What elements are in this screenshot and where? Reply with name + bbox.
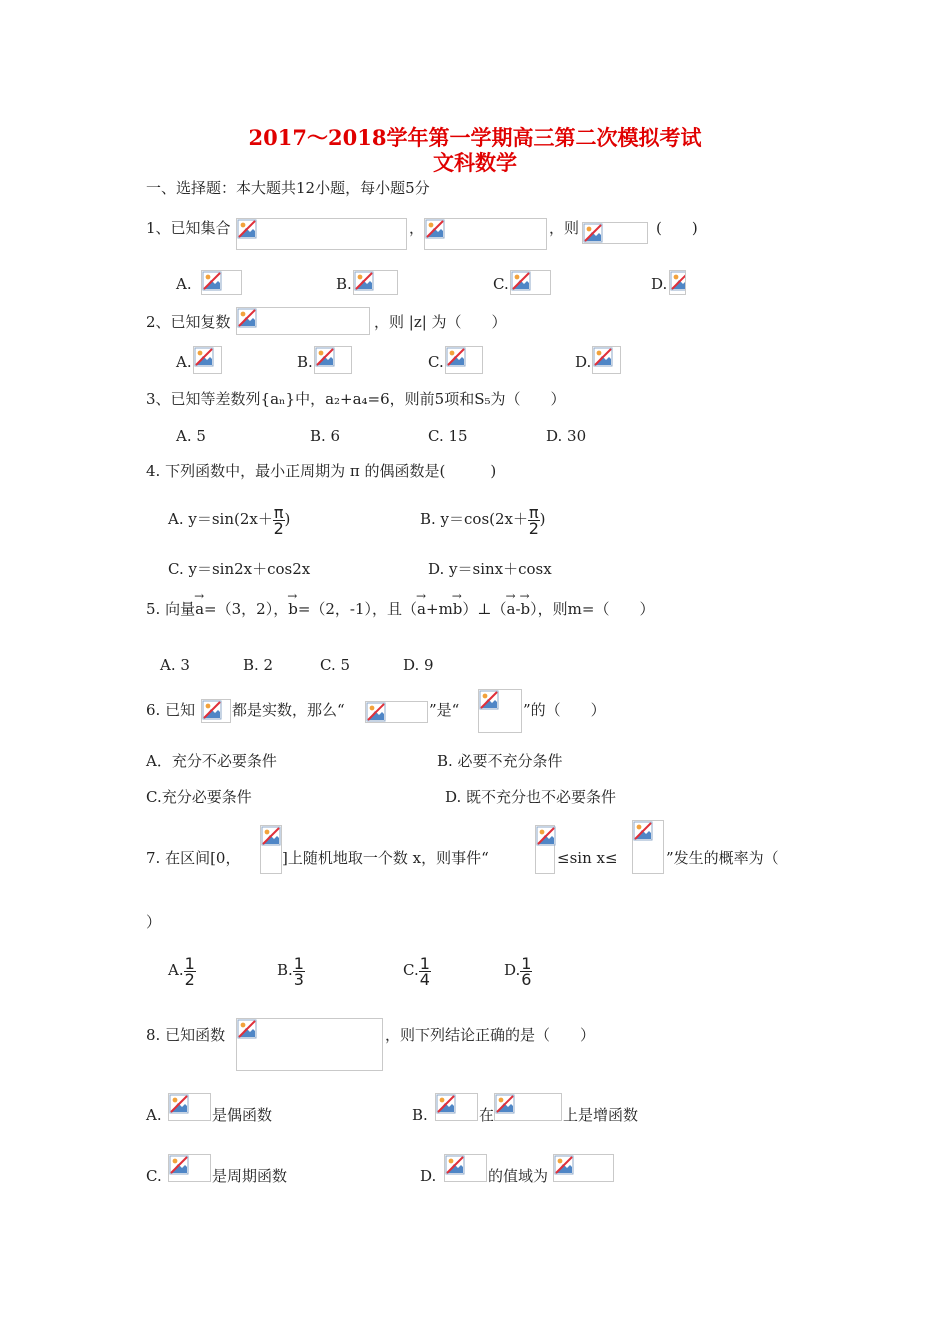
q4-option-d: D. y＝sinx＋cosx <box>428 560 552 578</box>
q1-option-d-label: D. <box>651 275 668 293</box>
q6-option-a: A．充分不必要条件 <box>146 752 277 770</box>
q4-option-a-text: A. y＝sin(2x＋ <box>168 510 273 528</box>
q7-option-d: D. $\frac{1}{6}$ <box>504 953 532 989</box>
q7-text-2: ]上随机地取一个数 x，则事件“ <box>282 849 489 867</box>
q8-option-d-text: 的值域为 <box>488 1167 549 1185</box>
q6-text-2: 都是实数，那么“ <box>232 701 345 719</box>
q8-option-d-image <box>444 1154 487 1182</box>
q7-upper-bound-image <box>632 820 664 874</box>
q1-option-b-label: B. <box>336 275 352 293</box>
q2-option-c-image <box>445 346 483 374</box>
broken-image-icon <box>237 308 257 328</box>
q8-option-c-text: 是周期函数 <box>212 1167 288 1185</box>
q8-option-b-interval-image <box>494 1093 562 1121</box>
q2-option-a-image <box>193 346 222 374</box>
q6-condition-2-image <box>478 689 522 733</box>
q1-option-b-image <box>353 270 398 295</box>
vector-b: → b <box>453 599 463 619</box>
q1-comma: ， <box>409 219 425 237</box>
broken-image-icon <box>237 219 257 239</box>
broken-image-icon <box>237 1019 257 1039</box>
broken-image-icon <box>593 347 613 367</box>
broken-image-icon <box>445 1155 465 1175</box>
q8-suffix: ，则下列结论正确的是（ ） <box>385 1026 596 1044</box>
q1-expression-image <box>582 222 648 244</box>
q7-option-a-fraction: $\frac{1}{2}$ <box>184 953 195 989</box>
q2-complex-image <box>236 307 370 335</box>
q7-option-d-fraction: $\frac{1}{6}$ <box>521 953 532 989</box>
q6-prefix: 6. 已知 <box>146 701 196 719</box>
q5-option-b: B. 2 <box>243 656 274 674</box>
broken-image-icon <box>554 1155 574 1175</box>
q8-option-b-text: 上是增函数 <box>563 1106 639 1124</box>
broken-image-icon <box>495 1094 515 1114</box>
broken-image-icon <box>261 826 281 846</box>
q6-option-d: D. 既不充分也不必要条件 <box>445 788 617 806</box>
q6-variables-image <box>201 699 231 723</box>
q7-option-c-fraction: $\frac{1}{4}$ <box>419 953 430 989</box>
broken-image-icon <box>633 821 653 841</box>
q1-option-d-image <box>669 270 686 295</box>
q1-prefix: 1、已知集合 <box>146 219 231 237</box>
page-subtitle: 文科数学 <box>433 150 517 175</box>
broken-image-icon <box>366 702 386 722</box>
q2-option-d-image <box>592 346 621 374</box>
q1-option-c-label: C. <box>493 275 509 293</box>
q3-option-a: A. 5 <box>176 427 206 445</box>
q4-option-b-fraction: $\frac{\pi}{2}$ <box>528 502 539 538</box>
q2-option-b-image <box>314 346 352 374</box>
broken-image-icon <box>169 1094 189 1114</box>
q7-option-a: A. $\frac{1}{2}$ <box>168 953 195 989</box>
broken-image-icon <box>583 223 603 243</box>
q4-stem: 4. 下列函数中，最小正周期为 π 的偶函数是( ) <box>146 462 497 480</box>
q5-option-c: C. 5 <box>320 656 351 674</box>
broken-image-icon <box>202 700 222 720</box>
q6-option-b: B. 必要不充分条件 <box>437 752 563 770</box>
q1-answer-blank: ( ) <box>656 219 698 237</box>
q5-option-a: A. 3 <box>160 656 190 674</box>
q7-prefix: 7. 在区间[0， <box>146 849 241 867</box>
q4-option-a: A. y＝sin(2x＋ $\frac{\pi}{2}$ ) <box>168 502 291 538</box>
broken-image-icon <box>436 1094 456 1114</box>
q5-stem: 5. 向量→ a=（3，2），→ b=（2，-1），且（→ a+m→ b）⊥（→ a-→ b），则m=（ ） <box>146 599 654 619</box>
q7-option-b: B. $\frac{1}{3}$ <box>277 953 304 989</box>
q8-option-c-label: C. <box>146 1167 162 1185</box>
q7-text-3: ≤sin x≤ <box>557 849 618 867</box>
q6-option-c: C.充分必要条件 <box>146 788 252 806</box>
q2-option-a-label: A. <box>176 353 192 371</box>
q1-option-a-image <box>201 270 242 295</box>
q5-option-d: D. 9 <box>403 656 434 674</box>
q3-stem: 3、已知等差数列{aₙ}中，a₂+a₄=6，则前5项和S₅为（ ） <box>146 390 566 408</box>
q8-option-b-image <box>435 1093 478 1121</box>
vector-a: → a <box>507 599 516 619</box>
q8-option-d-label: D. <box>420 1167 437 1185</box>
q7-option-b-fraction: $\frac{1}{3}$ <box>293 953 304 989</box>
q7-close-paren: ） <box>146 913 162 931</box>
broken-image-icon <box>536 826 556 846</box>
q1-then: ，则 <box>549 219 580 237</box>
q6-text-3: ”是“ <box>429 701 460 719</box>
q8-option-a-text: 是偶函数 <box>212 1106 273 1124</box>
q6-text-4: ”的（ ） <box>523 701 606 719</box>
q1-option-a-label: A. <box>176 275 192 293</box>
q7-text-4: ”发生的概率为（ <box>666 849 779 867</box>
vector-b: → b <box>521 599 531 619</box>
q4-option-a-fraction: $\frac{\pi}{2}$ <box>273 502 284 538</box>
broken-image-icon <box>169 1155 189 1175</box>
vector-b: → b <box>288 599 298 619</box>
q7-interval-image <box>260 825 282 874</box>
q2-suffix: ，则 |z| 为（ ） <box>374 313 507 331</box>
q4-option-b-text: B. y＝cos(2x＋ <box>420 510 529 528</box>
q3-option-d: D. 30 <box>546 427 587 445</box>
q8-option-b-mid: 在 <box>479 1106 495 1124</box>
broken-image-icon <box>511 271 531 291</box>
q2-option-b-label: B. <box>297 353 313 371</box>
broken-image-icon <box>354 271 374 291</box>
q2-prefix: 2、已知复数 <box>146 313 231 331</box>
q8-function-image <box>236 1018 383 1071</box>
q7-lower-bound-image <box>535 825 555 874</box>
q8-option-b-label: B. <box>412 1106 428 1124</box>
q3-option-c: C. 15 <box>428 427 468 445</box>
broken-image-icon <box>425 219 445 239</box>
q4-option-b: B. y＝cos(2x＋ $\frac{\pi}{2}$ ) <box>420 502 546 538</box>
q4-option-c: C. y＝sin2x＋cos2x <box>168 560 311 578</box>
q8-option-a-label: A. <box>146 1106 162 1124</box>
q2-option-d-label: D. <box>575 353 592 371</box>
q1-option-c-image <box>510 270 551 295</box>
section-heading: 一、选择题：本大题共12小题，每小题5分 <box>146 179 430 197</box>
q8-option-c-image <box>168 1154 211 1182</box>
broken-image-icon <box>194 347 214 367</box>
q1-set-a-image <box>236 218 407 250</box>
q7-option-c: C. $\frac{1}{4}$ <box>403 953 430 989</box>
vector-a: → a <box>195 599 204 619</box>
q8-prefix: 8. 已知函数 <box>146 1026 226 1044</box>
q1-set-b-image <box>424 218 547 250</box>
broken-image-icon <box>670 271 686 291</box>
q8-option-d-range-image <box>553 1154 614 1182</box>
q3-option-b: B. 6 <box>310 427 341 445</box>
vector-a: → a <box>417 599 426 619</box>
broken-image-icon <box>479 690 499 710</box>
broken-image-icon <box>446 347 466 367</box>
q6-condition-1-image <box>365 701 428 723</box>
page-title: 2017～2018学年第一学期高三第二次模拟考试 <box>248 125 702 150</box>
broken-image-icon <box>202 271 222 291</box>
broken-image-icon <box>315 347 335 367</box>
q8-option-a-image <box>168 1093 211 1121</box>
q2-option-c-label: C. <box>428 353 444 371</box>
